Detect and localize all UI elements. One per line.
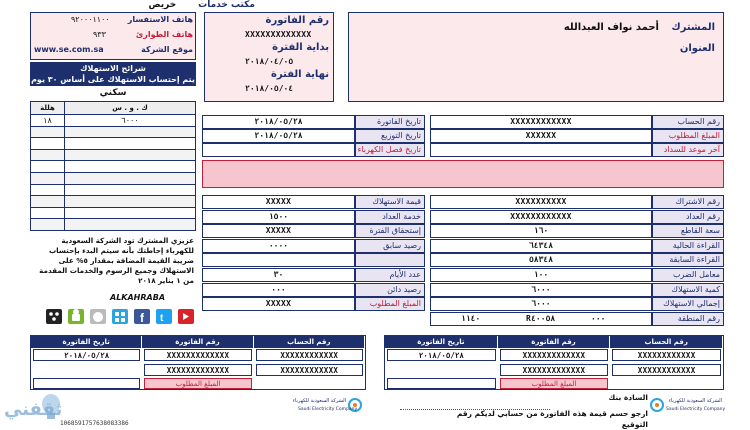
empty-value [202,253,355,267]
facebook-icon[interactable] [134,309,150,325]
stub-invoice-no-2-left: XXXXXXXXXXXXX [144,364,251,376]
contact-box [30,12,196,60]
tariff-row [31,172,195,184]
tariff-kwh [65,127,195,138]
credit-label: رصيد دائن [355,283,425,297]
stub-account-no-label-left: رقم الحساب [254,336,365,348]
stub-invoice-date-right: ٢٠١٨/٠٥/٢٨ [387,349,496,361]
signature-label: التوقيع [621,420,648,429]
twitter-icon[interactable] [156,309,172,324]
address-label: العنوان [679,43,715,54]
stub-amount-label-left: المبلغ المطلوب [144,378,251,389]
multiplier-label: معامل الضرب [652,268,724,282]
stub-invoice-no-label-right: رقم الفاتورة [498,336,611,348]
region-value-row [430,312,652,326]
vat-notice: عزيزي المشترك تود الشركة السعودية للكهرباء إحاطتك بأنه سيتم البدء بإحتساب ضريبة القيمة المضافة بمقدار ٥% على الاستهلاك وجميع الرسوم والخدمات المقدمة من ١ يناير ٢٠١٨ [39,236,194,285]
sec-logo-icon-right [650,398,664,412]
tariff-kwh [65,150,195,161]
region-c: ١١٤٠ [461,314,481,323]
stub-invoice-no-label-left: رقم الفاتورة [142,336,253,348]
stub-account-no-2-right: XXXXXXXXXXXX [612,364,721,376]
company-name-en-right: Saudi Electricity Company [666,407,726,412]
tariff-row [31,207,195,219]
tariff-subtitle: يتم إحتساب الاستهلاك على أساس ٣٠ يوم [31,75,195,84]
region-a: ٠٠٠ [591,314,606,323]
company-logo-left [292,396,368,418]
tariff-type: سكني [99,88,127,98]
period-end-label: نهاية الفترة [271,69,329,80]
tariff-kwh [65,196,195,207]
website-link[interactable]: www.se.com.sa [34,45,104,54]
tariff-kwh [65,208,195,219]
amount-due: XXXXXX [430,129,652,143]
tariff-kwh [65,185,195,196]
tariff-kwh [65,219,195,230]
stub-invoice-date-left: ٢٠١٨/٠٥/٢٨ [33,349,140,361]
consumption: ٦٠٠٠ [430,283,652,297]
payment-stub-left [30,335,366,390]
subscriber-name-label: المشترك [671,22,715,33]
unified-phone-label: هاتف الاستفسار [127,15,193,24]
android-icon[interactable] [68,309,84,324]
current-reading: ٦٤٣٤٨ [430,239,652,253]
region-label: رقم المنطقة [652,312,724,326]
consumption-label: كمية الاستهلاك [652,283,724,297]
watermark-text: ثقفني [4,399,63,420]
blackberry-icon[interactable] [46,309,62,324]
account-no: XXXXXXXXXXXX [430,115,652,129]
tariff-kwh [65,161,195,172]
region-b: R٤٠٠٥٨ [526,314,556,323]
service-office-value: خريص [148,0,177,10]
stub-invoice-date-label-left: تاريخ الفاتورة [31,336,142,348]
tariff-halala: ١٨ [31,115,65,126]
stub-invoice-no-left: XXXXXXXXXXXXX [144,349,251,361]
tariff-halala [31,219,65,230]
account-no-label: رقم الحساب [652,115,724,129]
cut-date-label: تاريخ فصل الكهرباء [355,143,425,157]
stub-invoice-no-right: XXXXXXXXXXXXX [500,349,609,361]
app-icons [46,306,196,326]
meter-service-label: خدمة العداد [355,210,425,224]
invoice-date: ٢٠١٨/٠٥/٢٨ [202,115,355,129]
apple-icon[interactable] [90,309,106,324]
cut-date-value [202,143,355,157]
emergency-phone-label: هاتف الطوارئ [135,30,193,39]
amount-due-label: المبلغ المطلوب [652,129,724,143]
stub-invoice-date-label-right: تاريخ الفاتورة [385,336,498,348]
subscription-no: XXXXXXXXXX [430,195,652,209]
company-name-en: Saudi Electricity Company [298,407,358,412]
total-consumption-label: إجمالي الاستهلاك [652,297,724,311]
meter-service: ١٥٠٠ [202,210,355,224]
empty-label [355,253,425,267]
tariff-halala [31,173,65,184]
tariff-row [31,160,195,172]
tariff-row [31,126,195,138]
period-end: ٢٠١٨/٠٥/٠٤ [245,84,294,93]
stub-amount-value-right[interactable] [387,378,496,389]
invoice-no-label: رقم الفاتورة [265,15,329,26]
tariff-kwh: ٦٠٠٠ [121,116,139,125]
tariff-title: شرائح الاستهلاك [80,64,146,73]
period-start-label: بداية الفترة [272,42,329,53]
tariff-row [31,184,195,196]
tariff-halala [31,127,65,138]
barcode-number: 1068591757638083386 [60,420,129,427]
dist-date-label: تاريخ التوزيع [355,129,425,143]
tariff-col-halala: هللة [31,102,65,114]
tariff-halala [31,161,65,172]
multiplier: ١٠٠ [430,268,652,282]
invoice-date-label: تاريخ الفاتورة [355,115,425,129]
required-label: المبلغ المطلوب [355,297,425,311]
credit: ٠٠٠ [202,283,355,297]
subscriber-name: أحمد نواف العبدالله [563,22,659,33]
previous-reading-label: القراءة السابقة [652,253,724,267]
stub-account-no-right: XXXXXXXXXXXX [612,349,721,361]
stub-account-no-label-right: رقم الحساب [610,336,723,348]
tariff-row [31,137,195,149]
stub-account-no-left: XXXXXXXXXXXX [256,349,363,361]
period-due-label: إستحقاق الفترة [355,224,425,238]
company-logo-right [650,396,726,418]
tariff-table [30,101,196,231]
tariff-row [31,195,195,207]
tariff-col-kwh: ك . و . س [65,102,195,114]
svg-text:t: t [160,313,164,324]
invoice-info-box [204,12,334,102]
tariff-header [30,62,196,86]
breaker-label: سعة القاطع [652,224,724,238]
breaker: ١٦٠ [430,224,652,238]
windows-icon[interactable] [112,309,128,324]
prev-balance: ٠٠٠٠ [202,239,355,253]
dist-date: ٢٠١٨/٠٥/٢٨ [202,129,355,143]
total-consumption: ٦٠٠٠ [430,297,652,311]
invoice-no: XXXXXXXXXXXXX [245,30,312,39]
tariff-halala [31,150,65,161]
service-office [60,0,255,12]
days-label: عدد الأيام [355,268,425,282]
service-office-label: مكتب خدمات [198,0,255,10]
tariff-halala [31,138,65,149]
company-name-ar-right: الشركة السعودية للكهرباء [668,398,722,404]
tariff-row [31,149,195,161]
youtube-icon[interactable] [178,309,194,324]
meter-no-label: رقم العداد [652,210,724,224]
emergency-phone: ٩٣٣ [93,30,106,39]
last-pay-value [430,143,652,157]
website-label: موقع الشركة [141,45,193,54]
last-pay-label: آخر موعد للسداد [652,143,724,157]
meter-no: XXXXXXXXXXXX [430,210,652,224]
bank-to-label: السادة بنك [608,393,648,402]
tariff-halala [31,185,65,196]
tariff-kwh [65,138,195,149]
stub-invoice-no-2-right: XXXXXXXXXXXXX [500,364,609,376]
stub-account-no-2-left: XXXXXXXXXXXX [256,364,363,376]
tariff-row [31,114,195,126]
company-name-ar: الشركة السعودية للكهرباء [292,398,346,404]
prev-balance-label: رصيد سابق [355,239,425,253]
stub-amount-label-right: المبلغ المطلوب [500,378,609,389]
previous-reading: ٥٨٣٤٨ [430,253,652,267]
subscriber-box [348,12,724,102]
days: ٣٠ [202,268,355,282]
stub-amount-value-left[interactable] [33,378,140,389]
payment-stub-right [384,335,724,390]
watermark [2,393,72,427]
bank-request-text: ارجو حسم قيمة هذه الفاتورة من حسابي لديكم رقم [456,409,648,418]
tariff-kwh [65,173,195,184]
required: XXXXX [202,297,355,311]
tariff-row [31,218,195,230]
subscription-no-label: رقم الاشتراك [652,195,724,209]
unified-phone: ٩٢٠٠٠١١٠٠ [71,15,110,24]
cons-value: XXXXX [202,195,355,209]
cons-value-label: قيمة الاستهلاك [355,195,425,209]
app-brand: ALKAHRABA [110,293,166,302]
current-reading-label: القراءة الحالية [652,239,724,253]
tariff-halala [31,196,65,207]
alert-banner [202,160,724,188]
tariff-halala [31,208,65,219]
svg-text:f: f [140,311,144,325]
period-due: XXXXX [202,224,355,238]
period-start: ٢٠١٨/٠٤/٠٥ [245,57,294,66]
